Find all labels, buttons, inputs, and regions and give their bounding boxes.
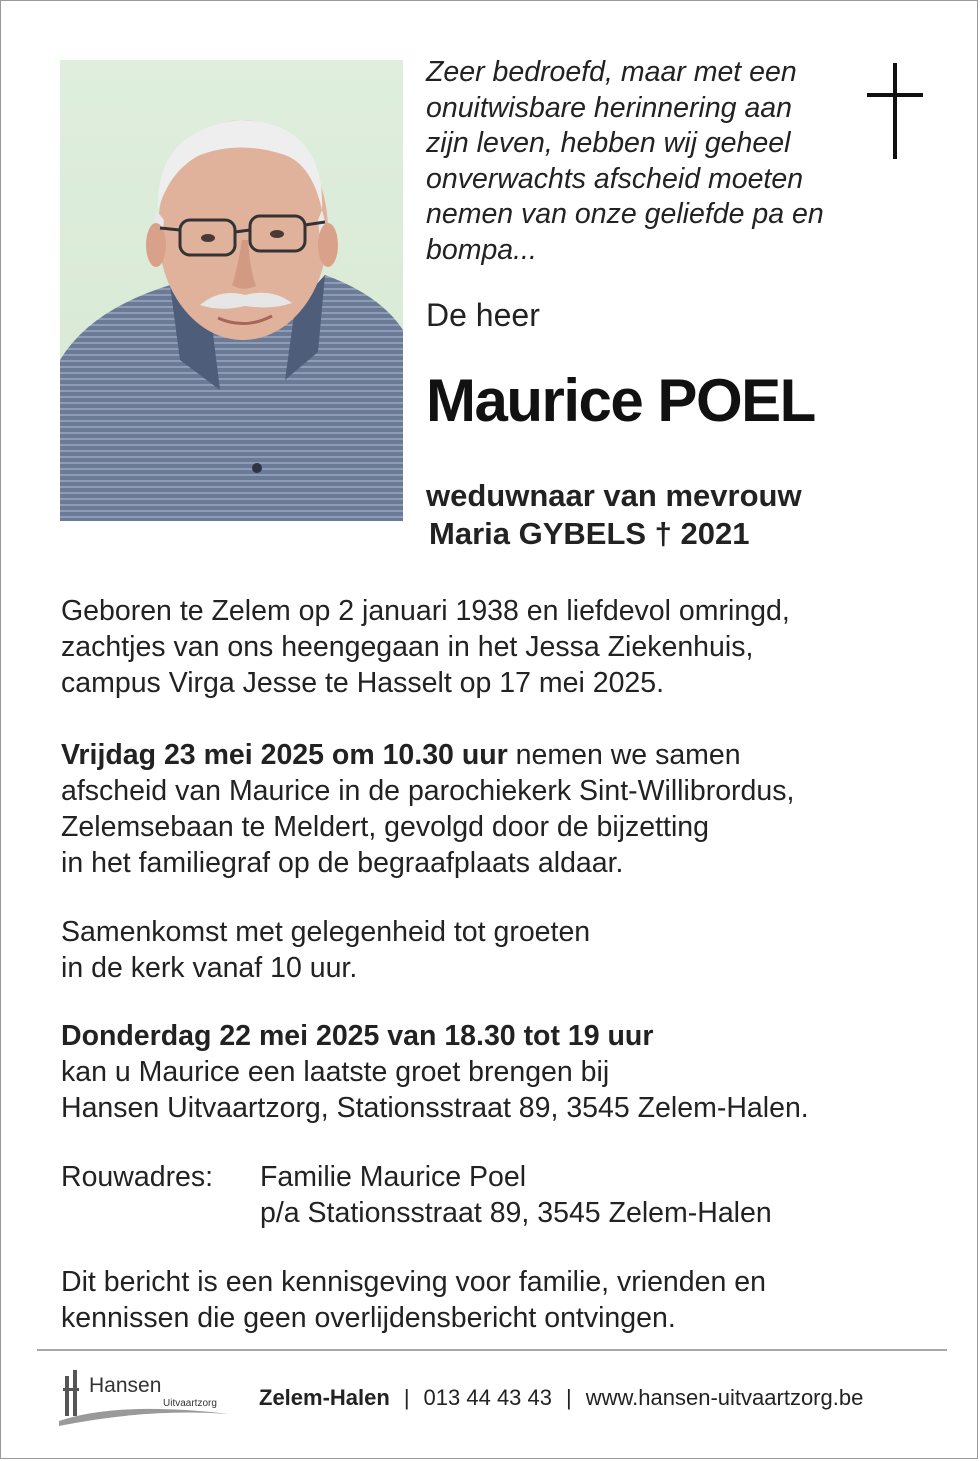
footer-separator: | [403,1385,410,1410]
funeral-line: in het familiegraf op de begraafplaats aldaar. [61,847,624,879]
footer-website[interactable]: www.hansen-uitvaartzorg.be [585,1385,864,1410]
address-block [61,1159,921,1231]
logo-sub: Uitvaartzorg [163,1398,217,1409]
birth-line: Geboren te Zelem op 2 januari 1938 en liefdevol omringd, [61,595,790,627]
footer-contact [259,1385,863,1411]
funeral-line-rest: nemen we samen [507,739,741,771]
portrait-photo [60,60,403,521]
address-line: Familie Maurice Poel [260,1161,527,1193]
widower-info [426,477,802,553]
intro-line: Zeer bedroefd, maar met een [426,56,797,88]
notice-paragraph [61,1264,921,1336]
intro-line: nemen van onze geliefde pa en [426,198,824,230]
funeral-line: afscheid van Maurice in de parochiekerk Sint-Willibrordus, [61,775,795,807]
logo-name: Hansen [89,1374,162,1397]
salutation: De heer [426,297,540,333]
visitation-paragraph [61,1018,921,1126]
funeral-paragraph [61,737,921,881]
visitation-line: Hansen Uitvaartzorg, Stationsstraat 89, 3545 Zelem-Halen. [61,1092,809,1124]
address-label: Rouwadres: [61,1161,214,1193]
footer-phone: 013 44 43 43 [423,1385,553,1410]
visitation-date: Donderdag 22 mei 2025 van 18.30 tot 19 uur [61,1020,654,1052]
visitation-line: kan u Maurice een laatste groet brengen bij [61,1056,610,1088]
portrait-illustration [60,60,403,521]
birth-line: campus Virga Jesse te Hasselt op 17 mei 2025. [61,667,665,699]
gathering-paragraph [61,914,921,986]
widower-line: weduwnaar van mevrouw [426,478,802,513]
logo-swoosh [59,1409,229,1426]
footer-town: Zelem-Halen [259,1385,390,1410]
intro-line: zijn leven, hebben wij geheel [426,127,791,159]
spouse-name: Maria GYBELS † 2021 [429,516,750,551]
hansen-logo [59,1366,234,1426]
notice-line: kennissen die geen overlijdensbericht ontvingen. [61,1302,676,1334]
birth-paragraph [61,593,921,701]
deceased-name: Maurice POEL [426,367,815,434]
intro-line: onverwachts afscheid moeten [426,162,804,195]
footer-separator: | [566,1385,572,1410]
address-line: p/a Stationsstraat 89, 3545 Zelem-Halen [260,1197,772,1229]
intro-text [426,55,856,268]
footer-divider [37,1349,947,1351]
funeral-date: Vrijdag 23 mei 2025 om 10.30 uur [61,739,508,771]
intro-line: bompa... [426,233,537,266]
gathering-line: in de kerk vanaf 10 uur. [61,952,358,984]
birth-line: zachtjes van ons heengegaan in het Jessa Ziekenhuis, [61,631,754,663]
cross-icon [867,63,923,159]
funeral-first-line [61,737,921,773]
gathering-line: Samenkomst met gelegenheid tot groeten [61,916,591,948]
intro-line: onuitwisbare herinnering aan [426,91,792,124]
funeral-line: Zelemsebaan te Meldert, gevolgd door de bijzetting [61,811,709,843]
notice-line: Dit bericht is een kennisgeving voor familie, vrienden en [61,1266,766,1298]
